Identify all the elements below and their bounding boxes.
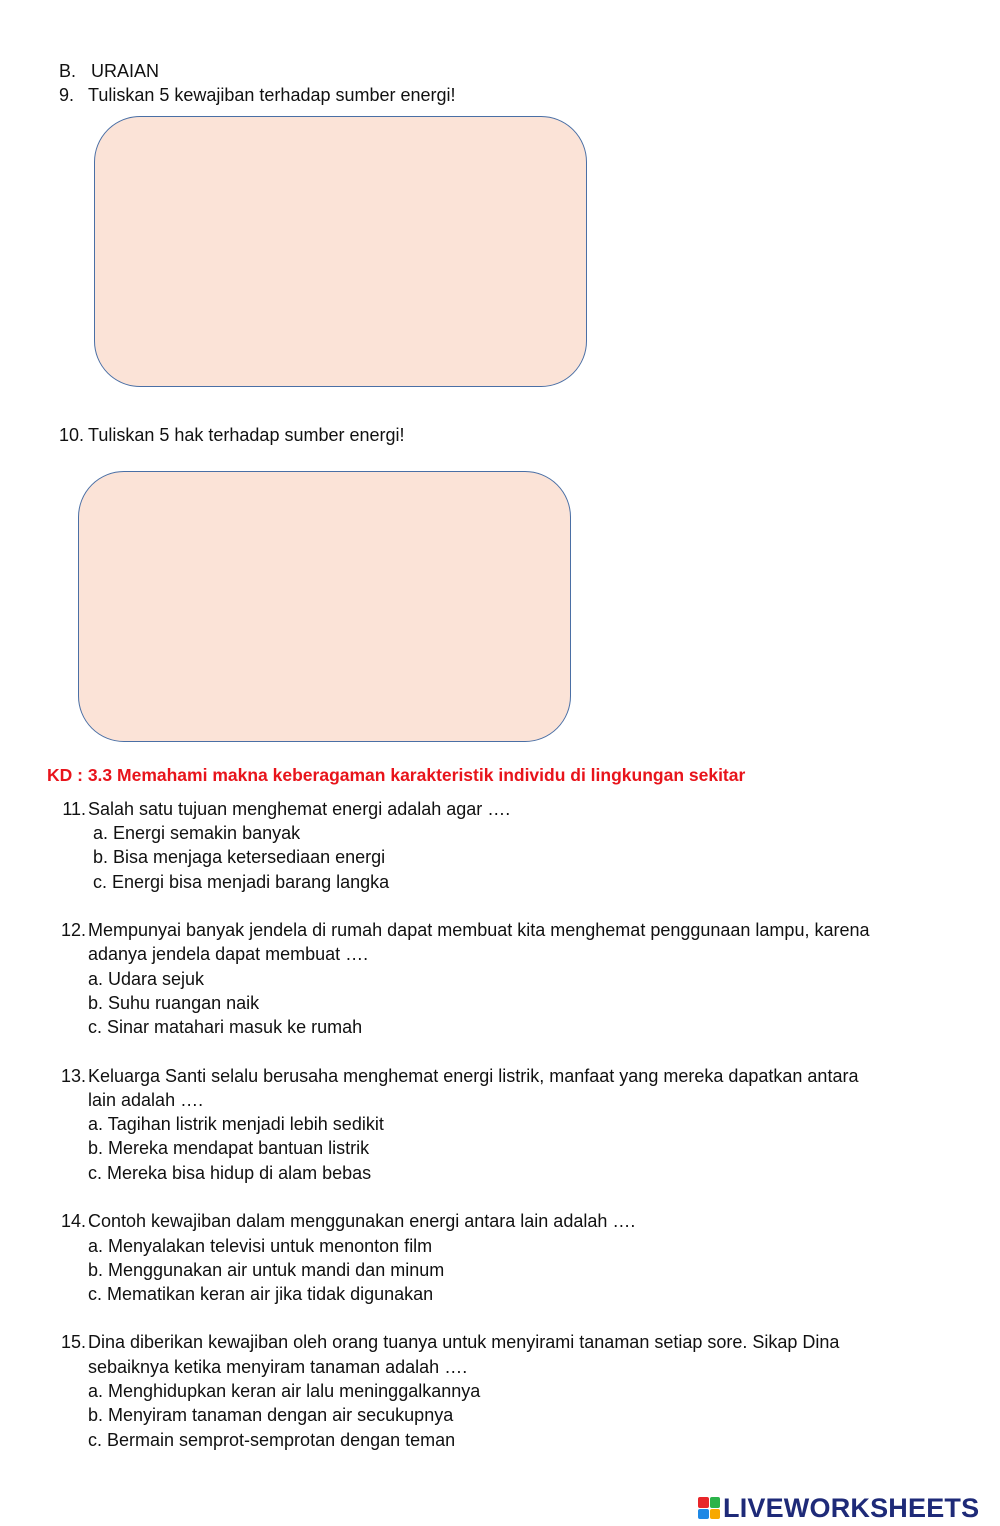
question-number: 13. (60, 1066, 86, 1086)
option-a[interactable]: a. Tagihan listrik menjadi lebih sedikit (88, 1114, 384, 1134)
question-10 (59, 423, 405, 447)
option-b[interactable]: b. Suhu ruangan naik (88, 993, 260, 1013)
question-number: 10. (59, 425, 85, 445)
logo-square (698, 1509, 709, 1520)
question-text: Tuliskan 5 hak terhadap sumber energi! (88, 425, 405, 445)
question-text-line-1: Keluarga Santi selalu berusaha menghemat energi listrik, manfaat yang mereka dapatkan antara (88, 1066, 859, 1086)
question-text-line-2: adanya jendela dapat membuat …. (88, 944, 369, 964)
section-letter: B. (59, 61, 77, 81)
option-b[interactable]: b. Bisa menjaga ketersediaan energi (93, 847, 386, 867)
option-c[interactable]: c. Sinar matahari masuk ke rumah (88, 1017, 363, 1037)
option-b[interactable]: b. Menyiram tanaman dengan air secukupnya (88, 1405, 454, 1425)
question-number: 12. (60, 920, 86, 940)
question-text-line-2: lain adalah …. (88, 1090, 204, 1110)
logo-square (698, 1497, 709, 1508)
question-number: 9. (59, 85, 75, 105)
option-c[interactable]: c. Bermain semprot-semprotan dengan teman (88, 1430, 456, 1450)
question-text-line-1: Dina diberikan kewajiban oleh orang tuanya untuk menyirami tanaman setiap sore. Sikap Dina (88, 1332, 840, 1352)
option-a[interactable]: a. Energi semakin banyak (93, 823, 301, 843)
answer-box-10[interactable] (78, 471, 571, 742)
question-number: 14. (60, 1211, 86, 1231)
section-title: URAIAN (91, 61, 160, 81)
logo-icon (698, 1497, 720, 1519)
logo-square (710, 1509, 721, 1520)
liveworksheets-logo (698, 1490, 979, 1526)
kd-heading: KD : 3.3 Memahami makna keberagaman karakteristik individu di lingkungan sekitar (47, 765, 746, 785)
question-number: 15. (60, 1332, 86, 1352)
option-c[interactable]: c. Mematikan keran air jika tidak digunakan (88, 1284, 434, 1304)
question-text: Salah satu tujuan menghemat energi adalah agar …. (88, 799, 511, 819)
question-text: Tuliskan 5 kewajiban terhadap sumber energi! (88, 85, 456, 105)
question-text: Contoh kewajiban dalam menggunakan energi antara lain adalah …. (88, 1211, 636, 1231)
question-9 (59, 83, 456, 107)
option-a[interactable]: a. Udara sejuk (88, 969, 205, 989)
option-a[interactable]: a. Menyalakan televisi untuk menonton film (88, 1236, 433, 1256)
question-number: 11. (62, 799, 86, 819)
answer-box-9[interactable] (94, 116, 587, 387)
option-b[interactable]: b. Menggunakan air untuk mandi dan minum (88, 1260, 445, 1280)
question-text-line-2: sebaiknya ketika menyiram tanaman adalah …. (88, 1357, 468, 1377)
section-heading (59, 59, 159, 83)
option-c[interactable]: c. Energi bisa menjadi barang langka (93, 872, 390, 892)
logo-text: LIVEWORKSHEETS (723, 1492, 980, 1523)
logo-square (710, 1497, 721, 1508)
option-b[interactable]: b. Mereka mendapat bantuan listrik (88, 1138, 370, 1158)
option-c[interactable]: c. Mereka bisa hidup di alam bebas (88, 1163, 372, 1183)
question-text-line-1: Mempunyai banyak jendela di rumah dapat membuat kita menghemat penggunaan lampu, karena (88, 920, 870, 940)
option-a[interactable]: a. Menghidupkan keran air lalu meninggalkannya (88, 1381, 481, 1401)
